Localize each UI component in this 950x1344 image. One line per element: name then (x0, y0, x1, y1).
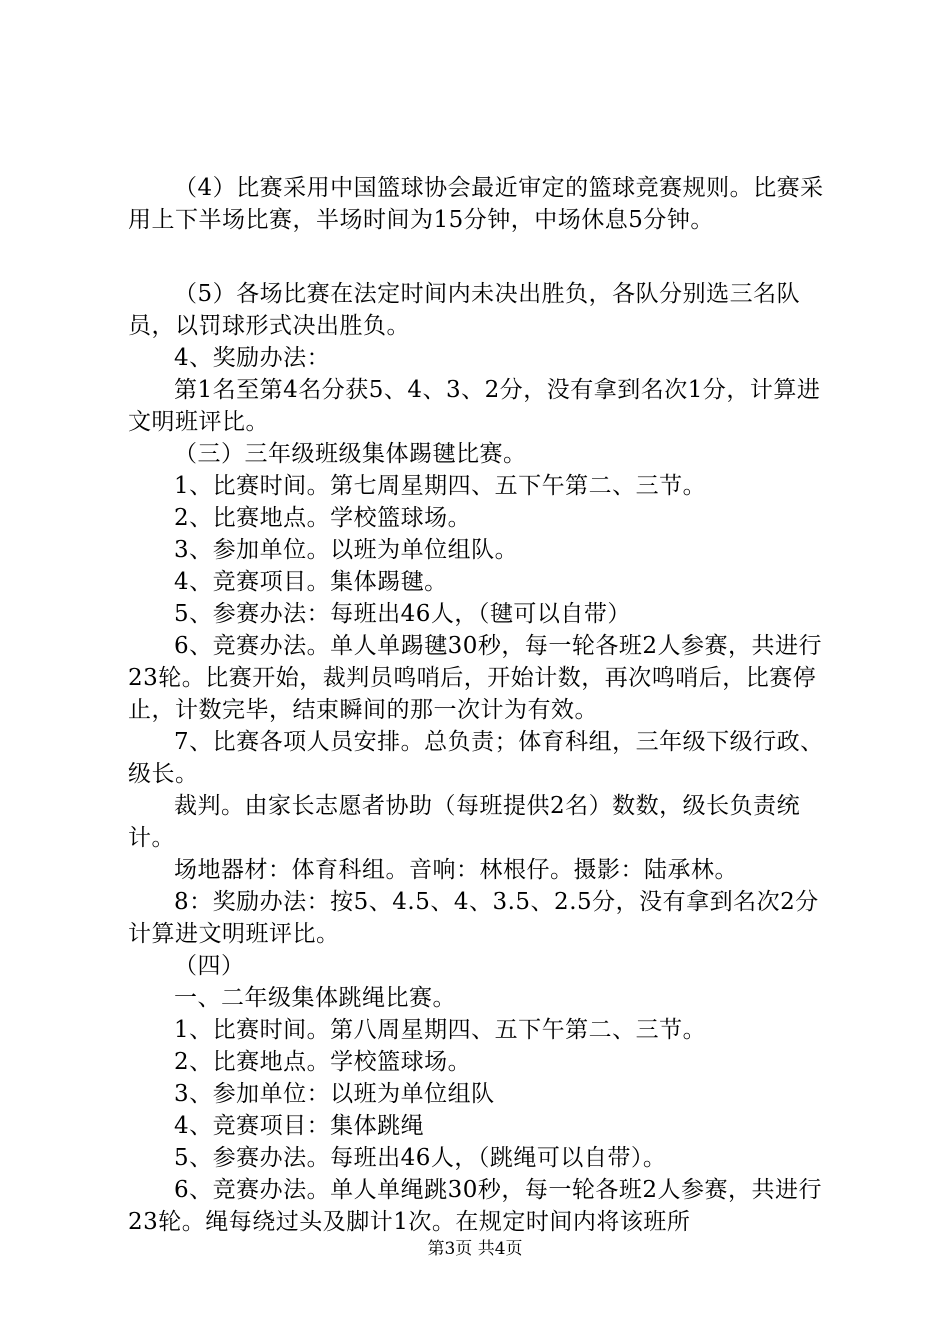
paragraph: 1、比赛时间。第八周星期四、五下午第二、三节。 (174, 1017, 707, 1043)
paragraph: （5）各场比赛在法定时间内未决出胜负，各队分别选三名队员，以罚球形式决出胜负。 (128, 281, 801, 339)
document-body (128, 172, 833, 1238)
paragraph: 裁判。由家长志愿者协助（每班提供2名）数数，级长负责统计。 (128, 793, 801, 851)
paragraph: 2、比赛地点。学校篮球场。 (174, 505, 472, 531)
paragraph: 3、参加单位：以班为单位组队 (174, 1081, 495, 1107)
paragraph: （三）三年级班级集体踢毽比赛。 (174, 441, 527, 467)
paragraph: 6、竞赛办法。单人单踢毽30秒，每一轮各班2人参赛，共进行23轮。比赛开始，裁判员鸣哨后，开始计数，再次鸣哨后，比赛停止，计数完毕，结束瞬间的那一次计为有效。 (128, 633, 823, 723)
paragraph: 一、二年级集体跳绳比赛。 (174, 985, 456, 1011)
paragraph: 4、奖励办法： (174, 345, 331, 371)
paragraph: （4）比赛采用中国篮球协会最近审定的篮球竞赛规则。比赛采用上下半场比赛，半场时间为15分钟，中场休息5分钟。 (128, 175, 824, 233)
paragraph: 第1名至第4名分获5、4、3、2分，没有拿到名次1分，计算进文明班评比。 (128, 377, 821, 435)
paragraph: 8：奖励办法：按5、4.5、4、3.5、2.5分，没有拿到名次2分计算进文明班评比。 (128, 889, 819, 947)
paragraph: 4、竞赛项目：集体跳绳 (174, 1113, 425, 1139)
page-number-footer: 第3页 共4页 (427, 1239, 523, 1259)
paragraph: 5、参赛办法。每班出46人，（跳绳可以自带）。 (174, 1145, 667, 1171)
paragraph: （四） (174, 953, 245, 979)
paragraph: 3、参加单位。以班为单位组队。 (174, 537, 519, 563)
paragraph: 7、比赛各项人员安排。总负责；体育科组，三年级下级行政、级长。 (128, 729, 824, 787)
paragraph: 2、比赛地点。学校篮球场。 (174, 1049, 472, 1075)
paragraph: 4、竞赛项目。集体踢毽。 (174, 569, 448, 595)
paragraph: 6、竞赛办法。单人单绳跳30秒，每一轮各班2人参赛，共进行23轮。绳每绕过头及脚计1次。在规定时间内将该班所 (128, 1177, 823, 1235)
paragraph: 1、比赛时间。第七周星期四、五下午第二、三节。 (174, 473, 707, 499)
paragraph-gap (128, 236, 833, 278)
paragraph: 5、参赛办法：每班出46人，（毽可以自带） (174, 601, 631, 627)
paragraph: 场地器材：体育科组。音响：林根仔。摄影：陆承林。 (174, 857, 738, 883)
